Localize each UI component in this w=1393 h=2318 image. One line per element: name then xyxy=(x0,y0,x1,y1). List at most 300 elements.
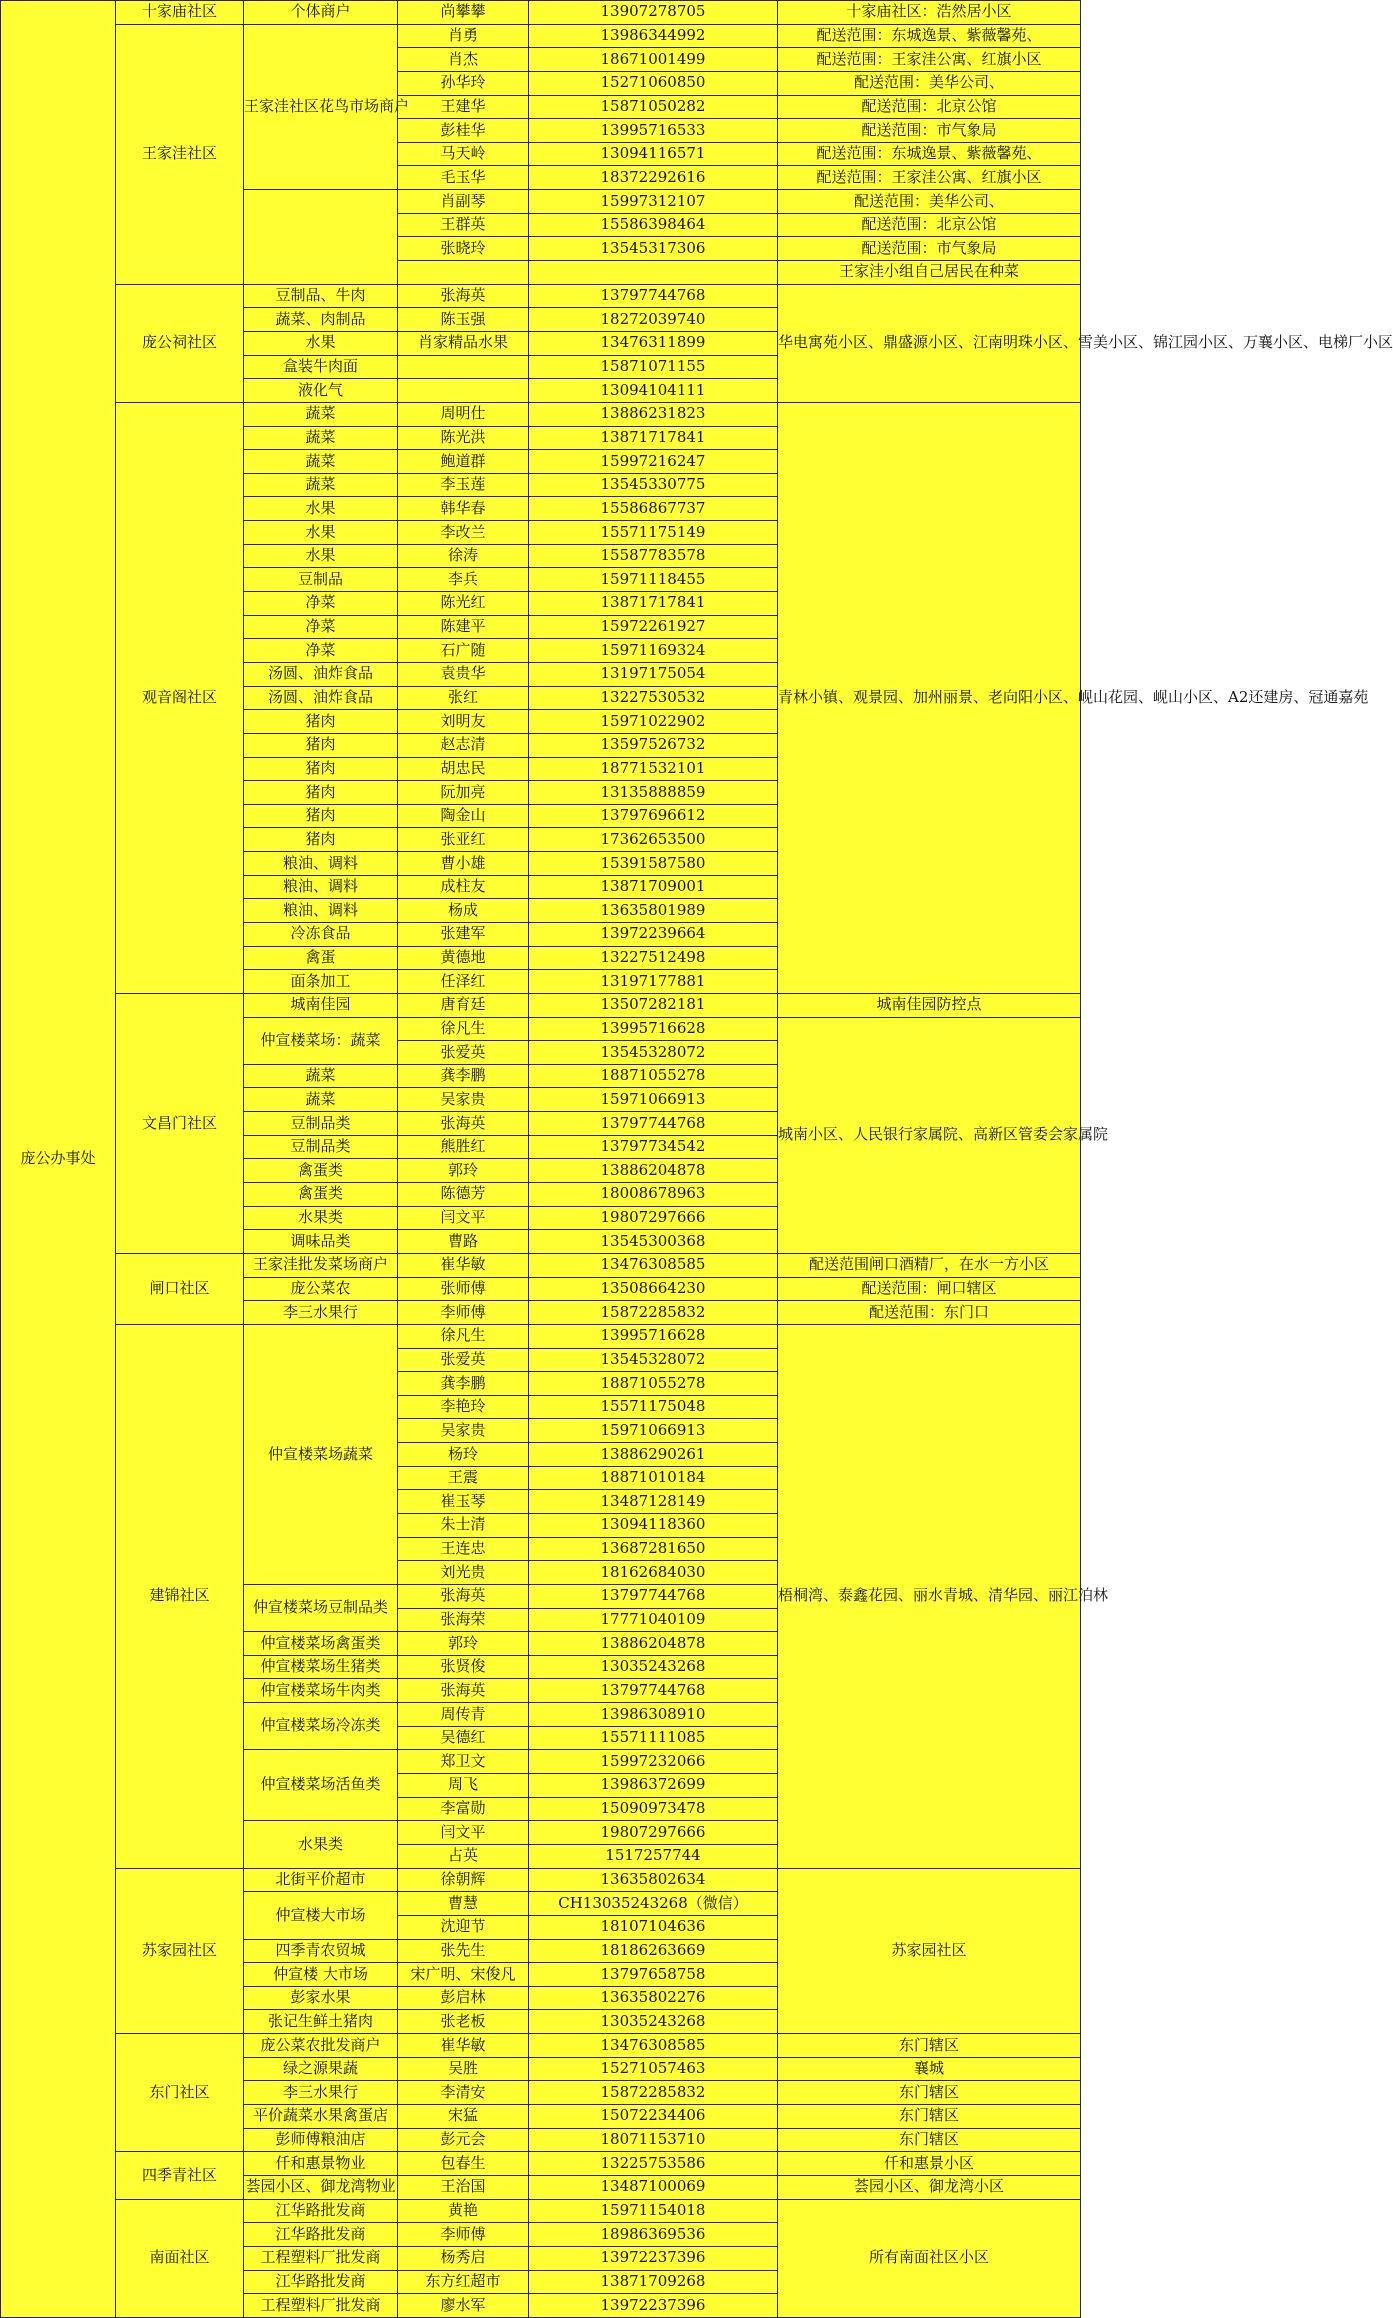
category-cell: 粮油、调料 xyxy=(244,852,398,876)
category-cell: 蔬菜 xyxy=(244,426,398,450)
contact-name-cell: 李富勋 xyxy=(398,1797,529,1821)
delivery-area-cell: 东门辖区 xyxy=(778,2105,1081,2129)
community-name-cell: 南面社区 xyxy=(116,2199,244,2317)
category-cell: 豆制品、牛肉 xyxy=(244,284,398,308)
contact-name-cell: 张老板 xyxy=(398,2010,529,2034)
delivery-area-cell: 仟和惠景小区 xyxy=(778,2152,1081,2176)
phone-cell: 13995716533 xyxy=(529,119,778,143)
category-cell: 工程塑料厂批发商 xyxy=(244,2246,398,2270)
contact-name-cell: 张海英 xyxy=(398,1679,529,1703)
phone-cell: 18071153710 xyxy=(529,2128,778,2152)
phone-cell: 13972237396 xyxy=(529,2246,778,2270)
category-cell: 液化气 xyxy=(244,379,398,403)
contact-name-cell: 鲍道群 xyxy=(398,450,529,474)
contact-name-cell: 张亚红 xyxy=(398,828,529,852)
contact-name-cell: 陈光红 xyxy=(398,592,529,616)
contact-name-cell: 黄德地 xyxy=(398,946,529,970)
category-cell xyxy=(244,190,398,285)
delivery-area-cell: 城南佳园防控点 xyxy=(778,993,1081,1017)
phone-cell: 13094104111 xyxy=(529,379,778,403)
community-name-cell: 文昌门社区 xyxy=(116,993,244,1253)
delivery-area-cell: 苏家园社区 xyxy=(778,1868,1081,2033)
phone-cell: 13797744768 xyxy=(529,1679,778,1703)
contact-name-cell: 吴德红 xyxy=(398,1726,529,1750)
table-row xyxy=(1,402,1081,426)
contact-name-cell: 肖家精品水果 xyxy=(398,331,529,355)
contact-name-cell: 张建军 xyxy=(398,922,529,946)
contact-name-cell: 陈光洪 xyxy=(398,426,529,450)
delivery-area-cell: 配送范围：王家洼公寓、红旗小区 xyxy=(778,166,1081,190)
phone-cell: 13545330775 xyxy=(529,473,778,497)
category-cell: 仲宣楼菜场活鱼类 xyxy=(244,1750,398,1821)
category-cell: 冷冻食品 xyxy=(244,922,398,946)
contact-name-cell: 陈德芳 xyxy=(398,1183,529,1207)
phone-cell: 18771532101 xyxy=(529,757,778,781)
delivery-area-cell: 配送范围：美华公司、 xyxy=(778,71,1081,95)
category-cell: 猪肉 xyxy=(244,710,398,734)
phone-cell: 13995716628 xyxy=(529,1324,778,1348)
phone-cell: 15586867737 xyxy=(529,497,778,521)
delivery-area-cell: 所有南面社区小区 xyxy=(778,2199,1081,2317)
contact-name-cell: 王连忠 xyxy=(398,1537,529,1561)
table-row xyxy=(1,284,1081,308)
category-cell: 水果 xyxy=(244,497,398,521)
delivery-area-cell: 配送范围：北京公馆 xyxy=(778,213,1081,237)
contact-name-cell: 郭玲 xyxy=(398,1632,529,1656)
phone-cell: 18871055278 xyxy=(529,1372,778,1396)
phone-cell: 1517257744 xyxy=(529,1844,778,1868)
contact-name-cell: 李清安 xyxy=(398,2081,529,2105)
phone-cell: 13227512498 xyxy=(529,946,778,970)
contact-name-cell: 李师傅 xyxy=(398,2223,529,2247)
phone-cell: 13886231823 xyxy=(529,402,778,426)
contact-name-cell: 刘光贵 xyxy=(398,1561,529,1585)
phone-cell: 13995716628 xyxy=(529,1017,778,1041)
phone-cell: 15997216247 xyxy=(529,450,778,474)
table-row xyxy=(1,2152,1081,2176)
phone-cell: 15586398464 xyxy=(529,213,778,237)
contact-name-cell: 石广随 xyxy=(398,639,529,663)
contact-name-cell: 杨成 xyxy=(398,899,529,923)
community-name-cell: 十家庙社区 xyxy=(116,1,244,25)
phone-cell: 13035243268 xyxy=(529,2010,778,2034)
phone-cell: 15072234406 xyxy=(529,2105,778,2129)
contact-name-cell: 李师傅 xyxy=(398,1301,529,1325)
contact-name-cell: 宋广明、宋俊凡 xyxy=(398,1963,529,1987)
category-cell: 豆制品类 xyxy=(244,1112,398,1136)
phone-cell: 13476308585 xyxy=(529,1253,778,1277)
phone-cell: 13871709268 xyxy=(529,2270,778,2294)
phone-cell: 13225753586 xyxy=(529,2152,778,2176)
phone-cell: 15271057463 xyxy=(529,2057,778,2081)
contact-name-cell: 郑卫文 xyxy=(398,1750,529,1774)
contact-name-cell: 王建华 xyxy=(398,95,529,119)
contact-name-cell: 周传青 xyxy=(398,1703,529,1727)
contact-name-cell: 陈玉强 xyxy=(398,308,529,332)
delivery-area-cell: 十家庙社区：浩然居小区 xyxy=(778,1,1081,25)
phone-cell: 15872285832 xyxy=(529,1301,778,1325)
phone-cell: 18186263669 xyxy=(529,1939,778,1963)
delivery-area-cell: 配送范围：北京公馆 xyxy=(778,95,1081,119)
table-row xyxy=(1,2199,1081,2223)
phone-cell: 13545300368 xyxy=(529,1230,778,1254)
category-cell: 城南佳园 xyxy=(244,993,398,1017)
contact-name-cell: 赵志清 xyxy=(398,733,529,757)
phone-cell: 18986369536 xyxy=(529,2223,778,2247)
contact-name-cell: 徐朝辉 xyxy=(398,1868,529,1892)
phone-cell: 15997312107 xyxy=(529,190,778,214)
category-cell: 调味品类 xyxy=(244,1230,398,1254)
community-name-cell: 闸口社区 xyxy=(116,1253,244,1324)
category-cell: 猪肉 xyxy=(244,804,398,828)
phone-cell: 13797744768 xyxy=(529,1584,778,1608)
phone-cell: 13545317306 xyxy=(529,237,778,261)
category-cell: 王家洼社区花鸟市场商户 xyxy=(244,24,398,189)
contact-name-cell: 崔华敏 xyxy=(398,1253,529,1277)
delivery-area-cell: 配送范围：东门口 xyxy=(778,1301,1081,1325)
category-cell: 王家洼批发菜场商户 xyxy=(244,1253,398,1277)
delivery-area-cell: 配送范围：东城逸景、紫薇馨苑、 xyxy=(778,24,1081,48)
category-cell: 猪肉 xyxy=(244,757,398,781)
delivery-area-cell: 配送范围：市气象局 xyxy=(778,119,1081,143)
contact-name-cell: 张先生 xyxy=(398,1939,529,1963)
category-cell: 猪肉 xyxy=(244,781,398,805)
delivery-area-cell: 青林小镇、观景园、加州丽景、老向阳小区、岘山花园、岘山小区、A2还建房、冠通嘉苑 xyxy=(778,402,1081,993)
phone-cell: 13886290261 xyxy=(529,1443,778,1467)
phone-cell: 15571175149 xyxy=(529,521,778,545)
contact-name-cell: 曹路 xyxy=(398,1230,529,1254)
sheet-body xyxy=(1,1,1393,2318)
phone-cell: 13986308910 xyxy=(529,1703,778,1727)
community-name-cell: 庞公祠社区 xyxy=(116,284,244,402)
phone-cell: 13094118360 xyxy=(529,1514,778,1538)
phone-cell: 18871055278 xyxy=(529,1064,778,1088)
category-cell: 张记生鲜土猪肉 xyxy=(244,2010,398,2034)
contact-name-cell: 朱士清 xyxy=(398,1514,529,1538)
category-cell: 四季青农贸城 xyxy=(244,1939,398,1963)
table-row xyxy=(1,1868,1081,1892)
contact-name-cell: 韩华春 xyxy=(398,497,529,521)
category-cell: 蔬菜 xyxy=(244,473,398,497)
delivery-area-cell: 城南小区、人民银行家属院、高新区管委会家属院 xyxy=(778,1017,1081,1253)
phone-cell: 13986372699 xyxy=(529,1774,778,1798)
category-cell: 仲宣楼大市场 xyxy=(244,1892,398,1939)
delivery-area-cell: 华电寓苑小区、鼎盛源小区、江南明珠小区、雪美小区、锦江园小区、万襄小区、电梯厂小区 xyxy=(778,284,1081,402)
contact-name-cell: 曹小雄 xyxy=(398,852,529,876)
category-cell: 禽蛋类 xyxy=(244,1159,398,1183)
phone-cell: 13972239664 xyxy=(529,922,778,946)
phone-cell: 13197175054 xyxy=(529,662,778,686)
table-row xyxy=(1,24,1081,48)
phone-cell: 13797658758 xyxy=(529,1963,778,1987)
phone-cell: 17771040109 xyxy=(529,1608,778,1632)
phone-cell: 15571175048 xyxy=(529,1395,778,1419)
category-cell: 北街平价超市 xyxy=(244,1868,398,1892)
category-cell: 彭师傅粮油店 xyxy=(244,2128,398,2152)
phone-cell: 15971066913 xyxy=(529,1419,778,1443)
phone-cell: 13635801989 xyxy=(529,899,778,923)
contact-name-cell: 张师傅 xyxy=(398,1277,529,1301)
contact-name-cell: 肖勇 xyxy=(398,24,529,48)
category-cell: 仲宣楼菜场冷冻类 xyxy=(244,1703,398,1750)
contact-name-cell: 包春生 xyxy=(398,2152,529,2176)
delivery-area-cell: 王家洼小组自己居民在种菜 xyxy=(778,261,1081,285)
phone-cell: 13487100069 xyxy=(529,2175,778,2199)
phone-cell: 13871717841 xyxy=(529,426,778,450)
contact-name-cell: 沈迎节 xyxy=(398,1915,529,1939)
category-cell: 水果类 xyxy=(244,1821,398,1868)
contact-name-cell: 肖杰 xyxy=(398,48,529,72)
contact-name-cell: 崔华敏 xyxy=(398,2034,529,2058)
phone-cell: 15971154018 xyxy=(529,2199,778,2223)
phone-cell: 13907278705 xyxy=(529,1,778,25)
phone-cell: 15971169324 xyxy=(529,639,778,663)
contact-name-cell: 徐凡生 xyxy=(398,1324,529,1348)
contact-name-cell: 彭桂华 xyxy=(398,119,529,143)
contact-name-cell: 胡忠民 xyxy=(398,757,529,781)
contact-name-cell: 张海英 xyxy=(398,284,529,308)
contact-name-cell: 占英 xyxy=(398,1844,529,1868)
contact-name-cell xyxy=(398,261,529,285)
contact-name-cell: 陈建平 xyxy=(398,615,529,639)
phone-cell: 13227530532 xyxy=(529,686,778,710)
contact-name-cell xyxy=(398,355,529,379)
phone-cell: 13687281650 xyxy=(529,1537,778,1561)
delivery-area-cell: 东门辖区 xyxy=(778,2128,1081,2152)
contact-name-cell: 东方红超市 xyxy=(398,2270,529,2294)
community-name-cell: 观音阁社区 xyxy=(116,402,244,993)
contact-name-cell: 张红 xyxy=(398,686,529,710)
phone-cell: 18272039740 xyxy=(529,308,778,332)
phone-cell: 13797696612 xyxy=(529,804,778,828)
phone-cell: 19807297666 xyxy=(529,1821,778,1845)
contact-name-cell: 张海英 xyxy=(398,1112,529,1136)
category-cell: 蔬菜 xyxy=(244,1064,398,1088)
phone-cell: 18162684030 xyxy=(529,1561,778,1585)
phone-cell: 15571111085 xyxy=(529,1726,778,1750)
contact-name-cell: 毛玉华 xyxy=(398,166,529,190)
phone-cell: 13886204878 xyxy=(529,1632,778,1656)
contact-name-cell: 吴家贵 xyxy=(398,1088,529,1112)
community-name-cell: 苏家园社区 xyxy=(116,1868,244,2033)
contact-name-cell: 吴家贵 xyxy=(398,1419,529,1443)
contact-name-cell: 成柱友 xyxy=(398,875,529,899)
phone-cell: 15971118455 xyxy=(529,568,778,592)
category-cell: 猪肉 xyxy=(244,733,398,757)
category-cell: 水果 xyxy=(244,521,398,545)
category-cell: 蔬菜 xyxy=(244,402,398,426)
category-cell: 猪肉 xyxy=(244,828,398,852)
phone-cell: 15997232066 xyxy=(529,1750,778,1774)
phone-cell: 15090973478 xyxy=(529,1797,778,1821)
delivery-area-cell: 配送范围：市气象局 xyxy=(778,237,1081,261)
contact-name-cell: 马天岭 xyxy=(398,142,529,166)
contact-name-cell: 张爱英 xyxy=(398,1041,529,1065)
phone-cell: 15871050282 xyxy=(529,95,778,119)
contact-name-cell: 唐育廷 xyxy=(398,993,529,1017)
category-cell: 绿之源果蔬 xyxy=(244,2057,398,2081)
category-cell: 仲宣楼菜场：蔬菜 xyxy=(244,1017,398,1064)
phone-cell: 13871717841 xyxy=(529,592,778,616)
phone-cell: 13545328072 xyxy=(529,1348,778,1372)
phone-cell: 18871010184 xyxy=(529,1466,778,1490)
contact-name-cell: 肖副琴 xyxy=(398,190,529,214)
delivery-area-cell: 襄城 xyxy=(778,2057,1081,2081)
phone-cell: 13886204878 xyxy=(529,1159,778,1183)
contact-name-cell: 李兵 xyxy=(398,568,529,592)
category-cell: 李三水果行 xyxy=(244,1301,398,1325)
table-row xyxy=(1,1324,1081,1348)
category-cell: 庞公菜农批发商户 xyxy=(244,2034,398,2058)
category-cell: 江华路批发商 xyxy=(244,2270,398,2294)
contact-name-cell: 吴胜 xyxy=(398,2057,529,2081)
category-cell: 禽蛋 xyxy=(244,946,398,970)
contact-name-cell: 杨秀启 xyxy=(398,2246,529,2270)
phone-cell: 13797744768 xyxy=(529,1112,778,1136)
phone-cell: 15971066913 xyxy=(529,1088,778,1112)
phone-cell: 13972237396 xyxy=(529,2294,778,2318)
contact-name-cell: 李改兰 xyxy=(398,521,529,545)
phone-cell: 15872285832 xyxy=(529,2081,778,2105)
phone-cell: 13476308585 xyxy=(529,2034,778,2058)
contact-name-cell: 袁贵华 xyxy=(398,662,529,686)
contact-name-cell: 王震 xyxy=(398,1466,529,1490)
phone-cell: 13035243268 xyxy=(529,1655,778,1679)
table-row xyxy=(1,2034,1081,2058)
contact-name-cell: 周飞 xyxy=(398,1774,529,1798)
phone-cell: 13135888859 xyxy=(529,781,778,805)
category-cell: 净菜 xyxy=(244,615,398,639)
category-cell: 工程塑料厂批发商 xyxy=(244,2294,398,2318)
phone-cell: 17362653500 xyxy=(529,828,778,852)
delivery-area-cell: 配送范围：闸口辖区 xyxy=(778,1277,1081,1301)
category-cell: 庞公菜农 xyxy=(244,1277,398,1301)
phone-cell: 13545328072 xyxy=(529,1041,778,1065)
category-cell: 禽蛋类 xyxy=(244,1183,398,1207)
category-cell: 蔬菜 xyxy=(244,1088,398,1112)
contact-name-cell: 黄艳 xyxy=(398,2199,529,2223)
contact-name-cell: 熊胜红 xyxy=(398,1135,529,1159)
phone-cell: 13476311899 xyxy=(529,331,778,355)
phone-cell: 13986344992 xyxy=(529,24,778,48)
phone-cell: 13094116571 xyxy=(529,142,778,166)
category-cell: 粮油、调料 xyxy=(244,899,398,923)
contact-name-cell xyxy=(398,379,529,403)
contact-name-cell: 彭启林 xyxy=(398,1986,529,2010)
category-cell: 豆制品 xyxy=(244,568,398,592)
contact-name-cell: 张海荣 xyxy=(398,1608,529,1632)
category-cell: 面条加工 xyxy=(244,970,398,994)
category-cell: 李三水果行 xyxy=(244,2081,398,2105)
contact-name-cell: 张爱英 xyxy=(398,1348,529,1372)
contact-name-cell: 张海英 xyxy=(398,1584,529,1608)
phone-cell: 13507282181 xyxy=(529,993,778,1017)
phone-cell: 13487128149 xyxy=(529,1490,778,1514)
category-cell: 净菜 xyxy=(244,639,398,663)
phone-cell: CH13035243268（微信） xyxy=(529,1892,778,1916)
phone-cell: 13635802634 xyxy=(529,1868,778,1892)
phone-cell: 18372292616 xyxy=(529,166,778,190)
phone-cell: 18008678963 xyxy=(529,1183,778,1207)
category-cell: 江华路批发商 xyxy=(244,2199,398,2223)
contact-name-cell: 闫文平 xyxy=(398,1206,529,1230)
delivery-area-cell: 配送范围闸口酒精厂，在水一方小区 xyxy=(778,1253,1081,1277)
delivery-area-cell: 配送范围：美华公司、 xyxy=(778,190,1081,214)
delivery-area-cell: 配送范围：东城逸景、紫薇馨苑、 xyxy=(778,142,1081,166)
phone-cell: 13635802276 xyxy=(529,1986,778,2010)
contact-name-cell: 杨玲 xyxy=(398,1443,529,1467)
contact-name-cell: 王群英 xyxy=(398,213,529,237)
phone-cell: 15391587580 xyxy=(529,852,778,876)
phone-cell: 15971022902 xyxy=(529,710,778,734)
contact-name-cell: 彭元会 xyxy=(398,2128,529,2152)
contact-name-cell: 龚李鹏 xyxy=(398,1064,529,1088)
table-row xyxy=(1,993,1081,1017)
contact-name-cell: 孙华玲 xyxy=(398,71,529,95)
contact-name-cell: 王治国 xyxy=(398,2175,529,2199)
phone-cell xyxy=(529,261,778,285)
phone-cell: 13508664230 xyxy=(529,1277,778,1301)
contact-name-cell: 龚李鹏 xyxy=(398,1372,529,1396)
contact-name-cell: 尚攀攀 xyxy=(398,1,529,25)
category-cell: 净菜 xyxy=(244,592,398,616)
contact-name-cell: 李艳玲 xyxy=(398,1395,529,1419)
category-cell: 豆制品类 xyxy=(244,1135,398,1159)
contact-name-cell: 刘明友 xyxy=(398,710,529,734)
community-name-cell: 建锦社区 xyxy=(116,1324,244,1868)
phone-cell: 18107104636 xyxy=(529,1915,778,1939)
category-cell: 彭家水果 xyxy=(244,1986,398,2010)
category-cell: 水果 xyxy=(244,331,398,355)
contact-name-cell: 闫文平 xyxy=(398,1821,529,1845)
category-cell: 蔬菜、肉制品 xyxy=(244,308,398,332)
delivery-area-cell: 荟园小区、御龙湾小区 xyxy=(778,2175,1081,2199)
phone-cell: 18671001499 xyxy=(529,48,778,72)
office-cell: 庞公办事处 xyxy=(1,1,116,2318)
contact-name-cell: 宋猛 xyxy=(398,2105,529,2129)
category-cell: 水果 xyxy=(244,544,398,568)
phone-cell: 13871709001 xyxy=(529,875,778,899)
phone-cell: 13197177881 xyxy=(529,970,778,994)
contact-name-cell: 阮加亮 xyxy=(398,781,529,805)
phone-cell: 13797744768 xyxy=(529,284,778,308)
contact-name-cell: 徐涛 xyxy=(398,544,529,568)
contact-name-cell: 曹慧 xyxy=(398,1892,529,1916)
contact-name-cell: 张晓玲 xyxy=(398,237,529,261)
contact-name-cell: 陶金山 xyxy=(398,804,529,828)
delivery-area-cell: 配送范围：王家洼公寓、红旗小区 xyxy=(778,48,1081,72)
category-cell: 粮油、调料 xyxy=(244,875,398,899)
phone-cell: 19807297666 xyxy=(529,1206,778,1230)
delivery-area-cell: 梧桐湾、泰鑫花园、丽水青城、清华园、丽江泊林 xyxy=(778,1324,1081,1868)
category-cell: 仲宣楼菜场牛肉类 xyxy=(244,1679,398,1703)
category-cell: 汤圆、油炸食品 xyxy=(244,662,398,686)
category-cell: 仲宣楼菜场禽蛋类 xyxy=(244,1632,398,1656)
phone-cell: 15871071155 xyxy=(529,355,778,379)
table-row xyxy=(1,1253,1081,1277)
category-cell: 仲宣楼菜场蔬菜 xyxy=(244,1324,398,1584)
category-cell: 盒装牛肉面 xyxy=(244,355,398,379)
phone-cell: 13597526732 xyxy=(529,733,778,757)
category-cell: 仲宣楼菜场豆制品类 xyxy=(244,1584,398,1631)
category-cell: 蔬菜 xyxy=(244,450,398,474)
category-cell: 江华路批发商 xyxy=(244,2223,398,2247)
contact-name-cell: 崔玉琴 xyxy=(398,1490,529,1514)
contact-name-cell: 郭玲 xyxy=(398,1159,529,1183)
category-cell: 荟园小区、御龙湾物业 xyxy=(244,2175,398,2199)
phone-cell: 15271060850 xyxy=(529,71,778,95)
delivery-area-cell: 东门辖区 xyxy=(778,2034,1081,2058)
